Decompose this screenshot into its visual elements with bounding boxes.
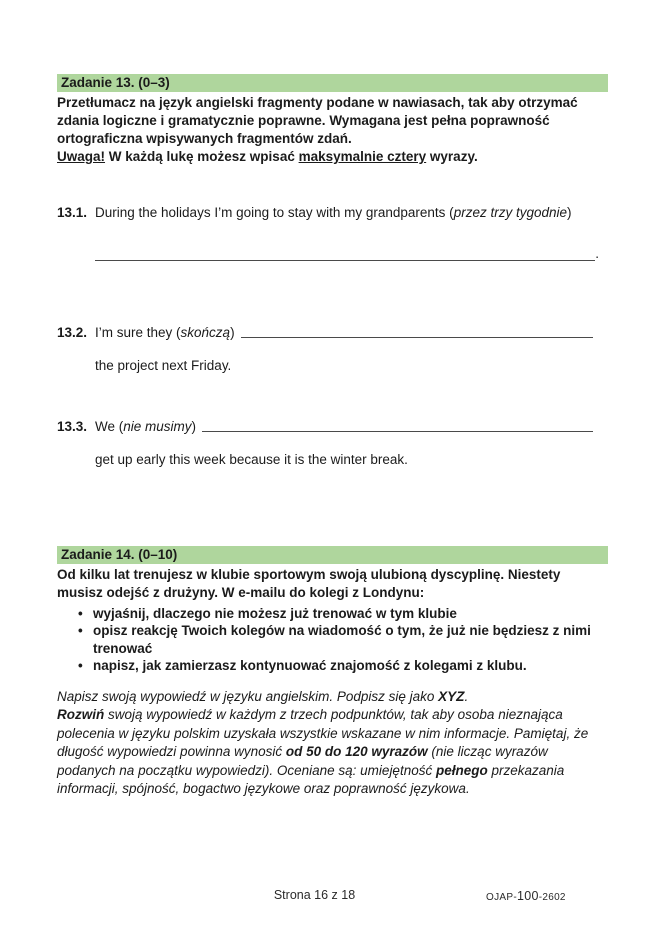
question-13-3-tail: get up early this week because it is the winter break. (95, 452, 408, 467)
task-13-header (57, 74, 608, 92)
answer-line-13-2 (241, 324, 593, 339)
question-13-1 (57, 204, 608, 222)
task-13-title: Zadanie 13. (0–3) (61, 75, 170, 90)
task-13-note (57, 148, 608, 166)
answer-13-1-period: . (595, 245, 599, 261)
question-13-2-number: 13.2. (57, 324, 88, 340)
outro2-part1: swoją wypowiedź w każdym z trzech podpunktów, tak aby osoba nieznająca polecenia w języku polskim uzyskała wszystkie wskazane w nim informacje. Pamiętaj, że długość wypowiedzi powinna wynosić (57, 707, 589, 759)
task-13-note-end: wyrazy. (426, 149, 478, 164)
task-14-bullet-1: • wyjaśnij, dlaczego nie możesz już trenować w tym klubie (57, 605, 608, 623)
outro2-bold-develop: Rozwiń (57, 707, 105, 722)
page-content (57, 74, 608, 799)
task-13-instructions (57, 94, 608, 166)
question-13-1-text (95, 204, 593, 222)
outro2-part3: przekazania informacji, spójność, bogactwo językowe oraz poprawność językowa. (57, 762, 565, 796)
outro1-post: . (464, 688, 469, 704)
page-number: Strona 16 z 18 (273, 888, 356, 902)
question-13-2-post: ) (230, 324, 235, 340)
question-13-2 (57, 324, 608, 342)
task-13-intro-text: Przetłumacz na język angielski fragmenty podane w nawiasach, tak aby otrzymać zdania logiczne i gramatycznie poprawne. Wymagana jest pełna poprawność ortograficzna wpisywanych fragmentów zdań. (57, 95, 578, 146)
task-13-note-underlined: maksymalnie cztery (298, 149, 427, 164)
task-14-bullet-2: • opisz reakcję Twoich kolegów na wiadomość o tym, że już nie będziesz z nimi trenować (57, 622, 608, 657)
answer-blank-13-1 (95, 246, 608, 264)
answer-line-13-3 (202, 418, 593, 433)
exam-code-suffix: -2602 (538, 892, 566, 903)
question-13-1-pre: During the holidays I’m going to stay with my grandparents ( (95, 205, 454, 220)
task-13-section (57, 74, 608, 469)
task-14-outro-line-1 (57, 688, 608, 707)
question-13-2-text (95, 324, 593, 342)
question-13-2-prompt: skończą (180, 324, 231, 340)
question-13-1-prompt: przez trzy tygodnie (453, 205, 567, 220)
task-14-outro (57, 688, 608, 799)
question-13-3-text (95, 418, 593, 436)
task-14-section (57, 546, 608, 799)
task-14-title: Zadanie 14. (0–10) (61, 546, 178, 562)
task-13-note-warning: Uwaga! (57, 149, 106, 164)
task-14-bullet-3: • napisz, jak zamierzasz kontynuować znajomość z kolegami z klubu. (57, 657, 608, 675)
outro2-bold-word-count: od 50 do 120 wyrazów (285, 744, 428, 759)
task-14-instructions: Od kilku lat trenujesz w klubie sportowym swoją ulubioną dyscyplinę. Niestety musisz odejść z drużyny. W e-mailu do kolegi z Londynu: (57, 566, 561, 600)
answer-line-13-1 (95, 246, 595, 261)
task-13-note-mid: W każdą lukę możesz wpisać (105, 149, 299, 164)
outro1-pre: Napisz swoją wypowiedź w języku angielskim. Podpisz się jako (57, 688, 439, 704)
question-13-3-number: 13.3. (57, 418, 88, 434)
task-14-header (57, 546, 608, 564)
outro2-bold-full: pełnego (435, 762, 488, 778)
exam-code-mid: 100 (516, 889, 539, 903)
question-13-2-pre: I’m sure they ( (95, 324, 181, 340)
outro1-signature: XYZ (438, 688, 465, 704)
question-13-3-pre: We ( (95, 418, 124, 434)
exam-code-prefix: OJAP- (486, 892, 517, 903)
question-13-2-tail: the project next Friday. (95, 358, 232, 373)
exam-code (486, 889, 566, 903)
task-14-bullet-list (57, 605, 608, 675)
question-13-1-number: 13.1. (57, 205, 88, 220)
question-13-3-post: ) (191, 418, 197, 434)
question-13-3-prompt: nie musimy (123, 418, 192, 434)
question-13-1-post: ) (567, 205, 572, 220)
task-14-outro-line-2 (57, 706, 608, 799)
outro2-part2: (nie licząc wyrazów podanych na początku wypowiedzi). Oceniane są: umiejętność (57, 744, 548, 778)
question-13-3 (57, 418, 608, 436)
